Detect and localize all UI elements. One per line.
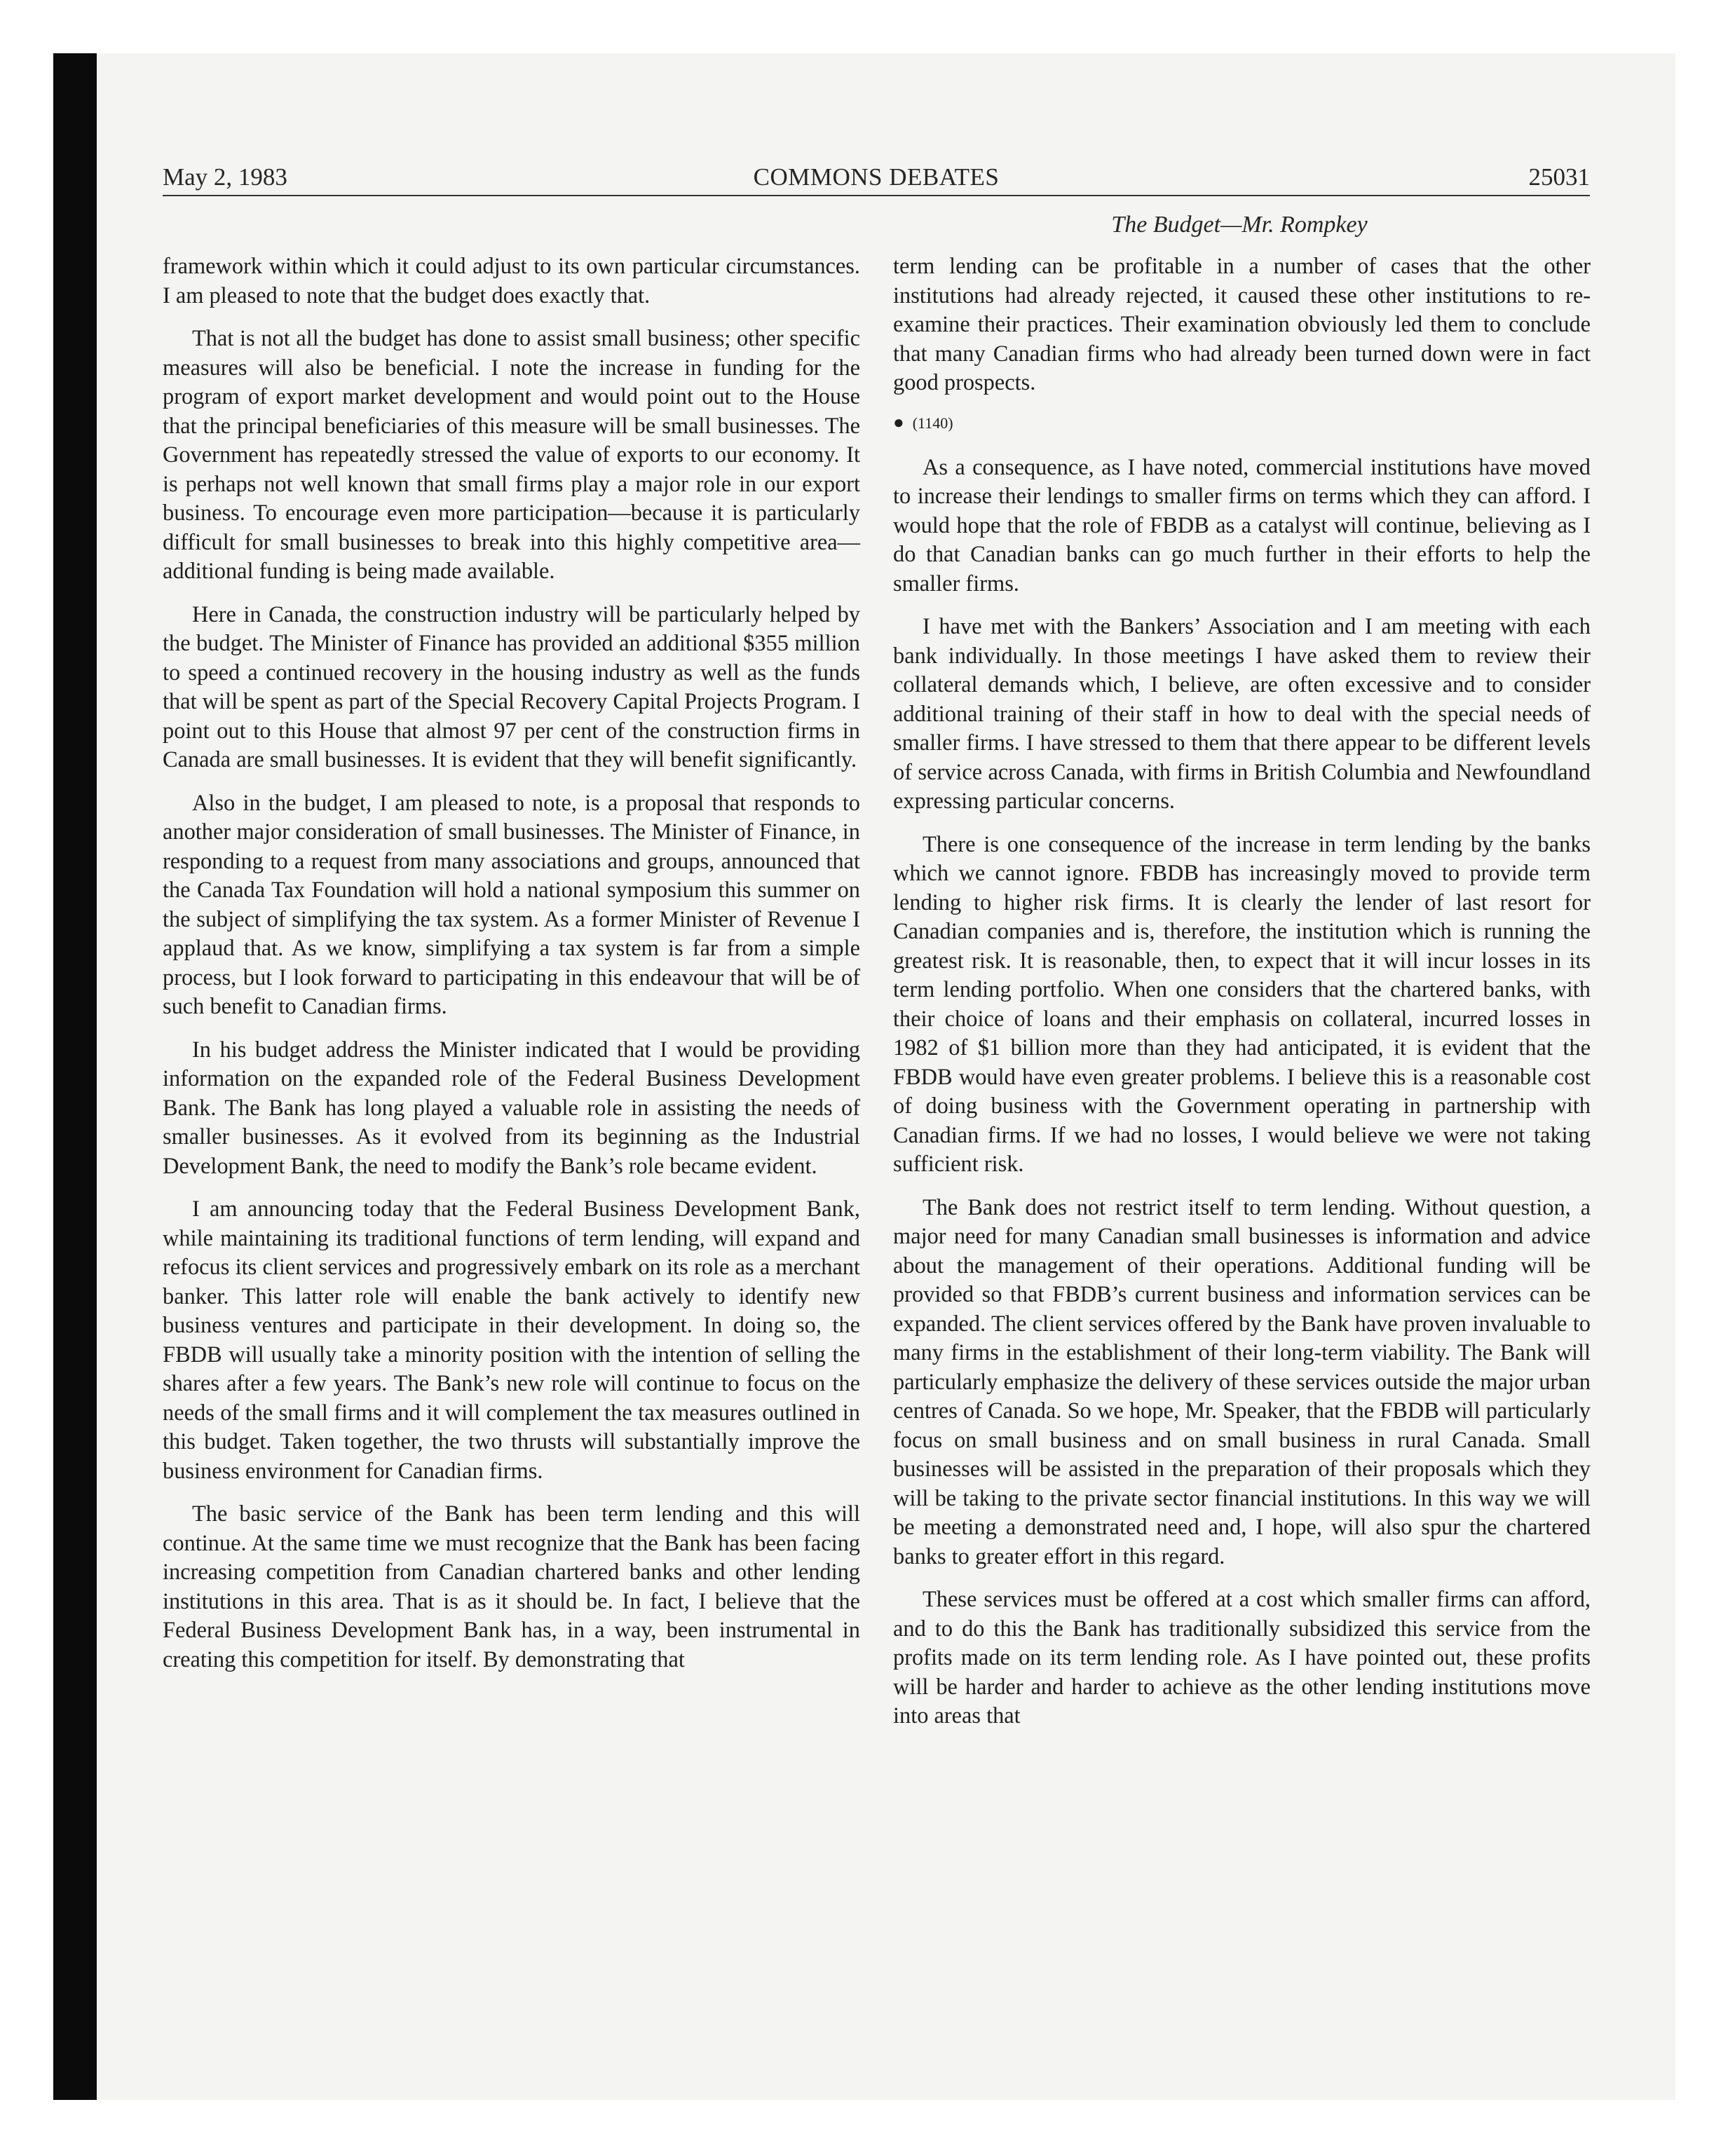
- right-column: [893, 252, 1591, 1745]
- header-title: COMMONS DEBATES: [753, 163, 1000, 191]
- paragraph: That is not all the budget has done to assist small business; other specific measures will also be beneficial. I note the increase in funding for the program of export market development and would point out to the House that the principal beneficiaries of this measure will be small businesses. The Government has repeatedly stressed the value of exports to our economy. It is perhaps not well known that small firms play a major role in our export business. To encourage even more participation—because it is particularly difficult for small businesses to break into this highly competitive area—additional funding is being made available.: [163, 326, 860, 584]
- paragraph: I have met with the Bankers’ Association and I am meeting with each bank individually. In those meetings I have asked them to review their collateral demands which, I believe, are often excessive and to consider additional training of their staff in how to deal with the special needs of smaller firms. I have stressed to them that there appear to be different levels of service across Canada, with firms in British Columbia and Newfoundland expressing particular concerns.: [893, 614, 1591, 814]
- paragraph: The basic service of the Bank has been term lending and this will continue. At the same time we must recognize that the Bank has been facing increasing competition from Canadian chartered banks and other lending institutions in this area. That is as it should be. In fact, I believe that the Federal Business Development Bank has, in a way, been instrumental in creating this competition for itself. By demonstrating that: [163, 1501, 860, 1672]
- bullet-icon: ●: [893, 411, 904, 432]
- paragraph: framework within which it could adjust to its own particular circumstances. I am pleased to note that the budget does exactly that.: [163, 254, 860, 308]
- paragraph: I am announcing today that the Federal Business Development Bank, while maintaining its traditional functions of term lending, will expand and refocus its client services and progressively embark on its role as a merchant banker. This latter role will enable the bank actively to identify new business ventures and participate in their development. In doing so, the FBDB will usually take a minority position with the intention of selling the shares after a few years. The Bank’s new role will continue to focus on the needs of the small firms and it will complement the tax measures outlined in this budget. Taken together, the two thrusts will substantially improve the business environment for Canadian firms.: [163, 1196, 860, 1484]
- time-marker-label: (1140): [912, 414, 953, 432]
- left-column: [163, 252, 860, 1688]
- header-date: May 2, 1983: [163, 163, 287, 191]
- paragraph: term lending can be profitable in a number of cases that the other institutions had already rejected, it caused these other institutions to re-examine their practices. Their examination obviously led them to conclude that many Canadian firms who had already been turned down were in fact good prospects.: [893, 254, 1591, 395]
- paragraph: The Bank does not restrict itself to term lending. Without question, a major need for many Canadian small businesses is information and advice about the management of their operations. Additional funding will be provided so that FBDB’s current business and information services can be expanded. The client services offered by the Bank have proven invaluable to many firms in the establishment of their long-term viability. The Bank will particularly emphasize the delivery of these services outside the major urban centres of Canada. So we hope, Mr. Speaker, that the FBDB will particularly focus on small business and on small business in rural Canada. Small businesses will be assisted in the preparation of their proposals which they will be taking to the private sector financial institutions. In this way we will be meeting a demonstrated need and, I hope, will also spur the chartered banks to greater effort in this regard.: [893, 1194, 1591, 1569]
- paragraph: Here in Canada, the construction industry will be particularly helped by the budget. The Minister of Finance has provided an additional $355 million to speed a continued recovery in the housing industry as well as the funds that will be spent as part of the Special Recovery Capital Projects Program. I point out to this House that almost 97 per cent of the construction firms in Canada are small businesses. It is evident that they will benefit significantly.: [163, 601, 860, 772]
- page-number: 25031: [1528, 163, 1590, 191]
- paragraph: Also in the budget, I am pleased to note, is a proposal that responds to another major consideration of small businesses. The Minister of Finance, in responding to a request from many associations and groups, announced that the Canada Tax Foundation will hold a national symposium this summer on the subject of simplifying the tax system. As a former Minister of Revenue I applaud that. As we know, simplifying a tax system is far from a simple process, but I look forward to participating in this endeavour that will be of such benefit to Canadian firms.: [163, 790, 860, 1019]
- paragraph: In his budget address the Minister indicated that I would be providing information on the expanded role of the Federal Business Development Bank. The Bank has long played a valuable role in assisting the needs of smaller businesses. As it evolved from its beginning as the Industrial Development Bank, the need to modify the Bank’s role became evident.: [163, 1037, 860, 1179]
- paragraph: These services must be offered at a cost which smaller firms can afford, and to do this the Bank has traditionally subsidized this service from the profits made on its term lending role. As I have pointed out, these profits will be harder and harder to achieve as the other lending institutions move into areas that: [893, 1587, 1591, 1728]
- time-marker: [893, 412, 1591, 434]
- scan-edge: [53, 53, 97, 2100]
- paragraph: As a consequence, as I have noted, commercial institutions have moved to increase their lendings to smaller firms on terms which they can afford. I would hope that the role of FBDB as a catalyst will continue, believing as I do that Canadian banks can go much further in their efforts to help the smaller firms.: [893, 454, 1591, 596]
- page-header: [163, 160, 1590, 195]
- header-rule: [163, 195, 1590, 196]
- running-head: The Budget—Mr. Rompkey: [1111, 212, 1368, 238]
- paragraph: There is one consequence of the increase in term lending by the banks which we cannot ignore. FBDB has increasingly moved to provide term lending to higher risk firms. It is clearly the lender of last resort for Canadian companies and is, therefore, the institution which is running the greatest risk. It is reasonable, then, to expect that it will incur losses in its term lending portfolio. When one considers that the chartered banks, with their choice of loans and their emphasis on collateral, incurred losses in 1982 of $1 billion more than they had anticipated, it is evident that the FBDB would have even greater problems. I believe this is a reasonable cost of doing business with the Government operating in partnership with Canadian firms. If we had no losses, I would believe we were not taking sufficient risk.: [893, 831, 1591, 1177]
